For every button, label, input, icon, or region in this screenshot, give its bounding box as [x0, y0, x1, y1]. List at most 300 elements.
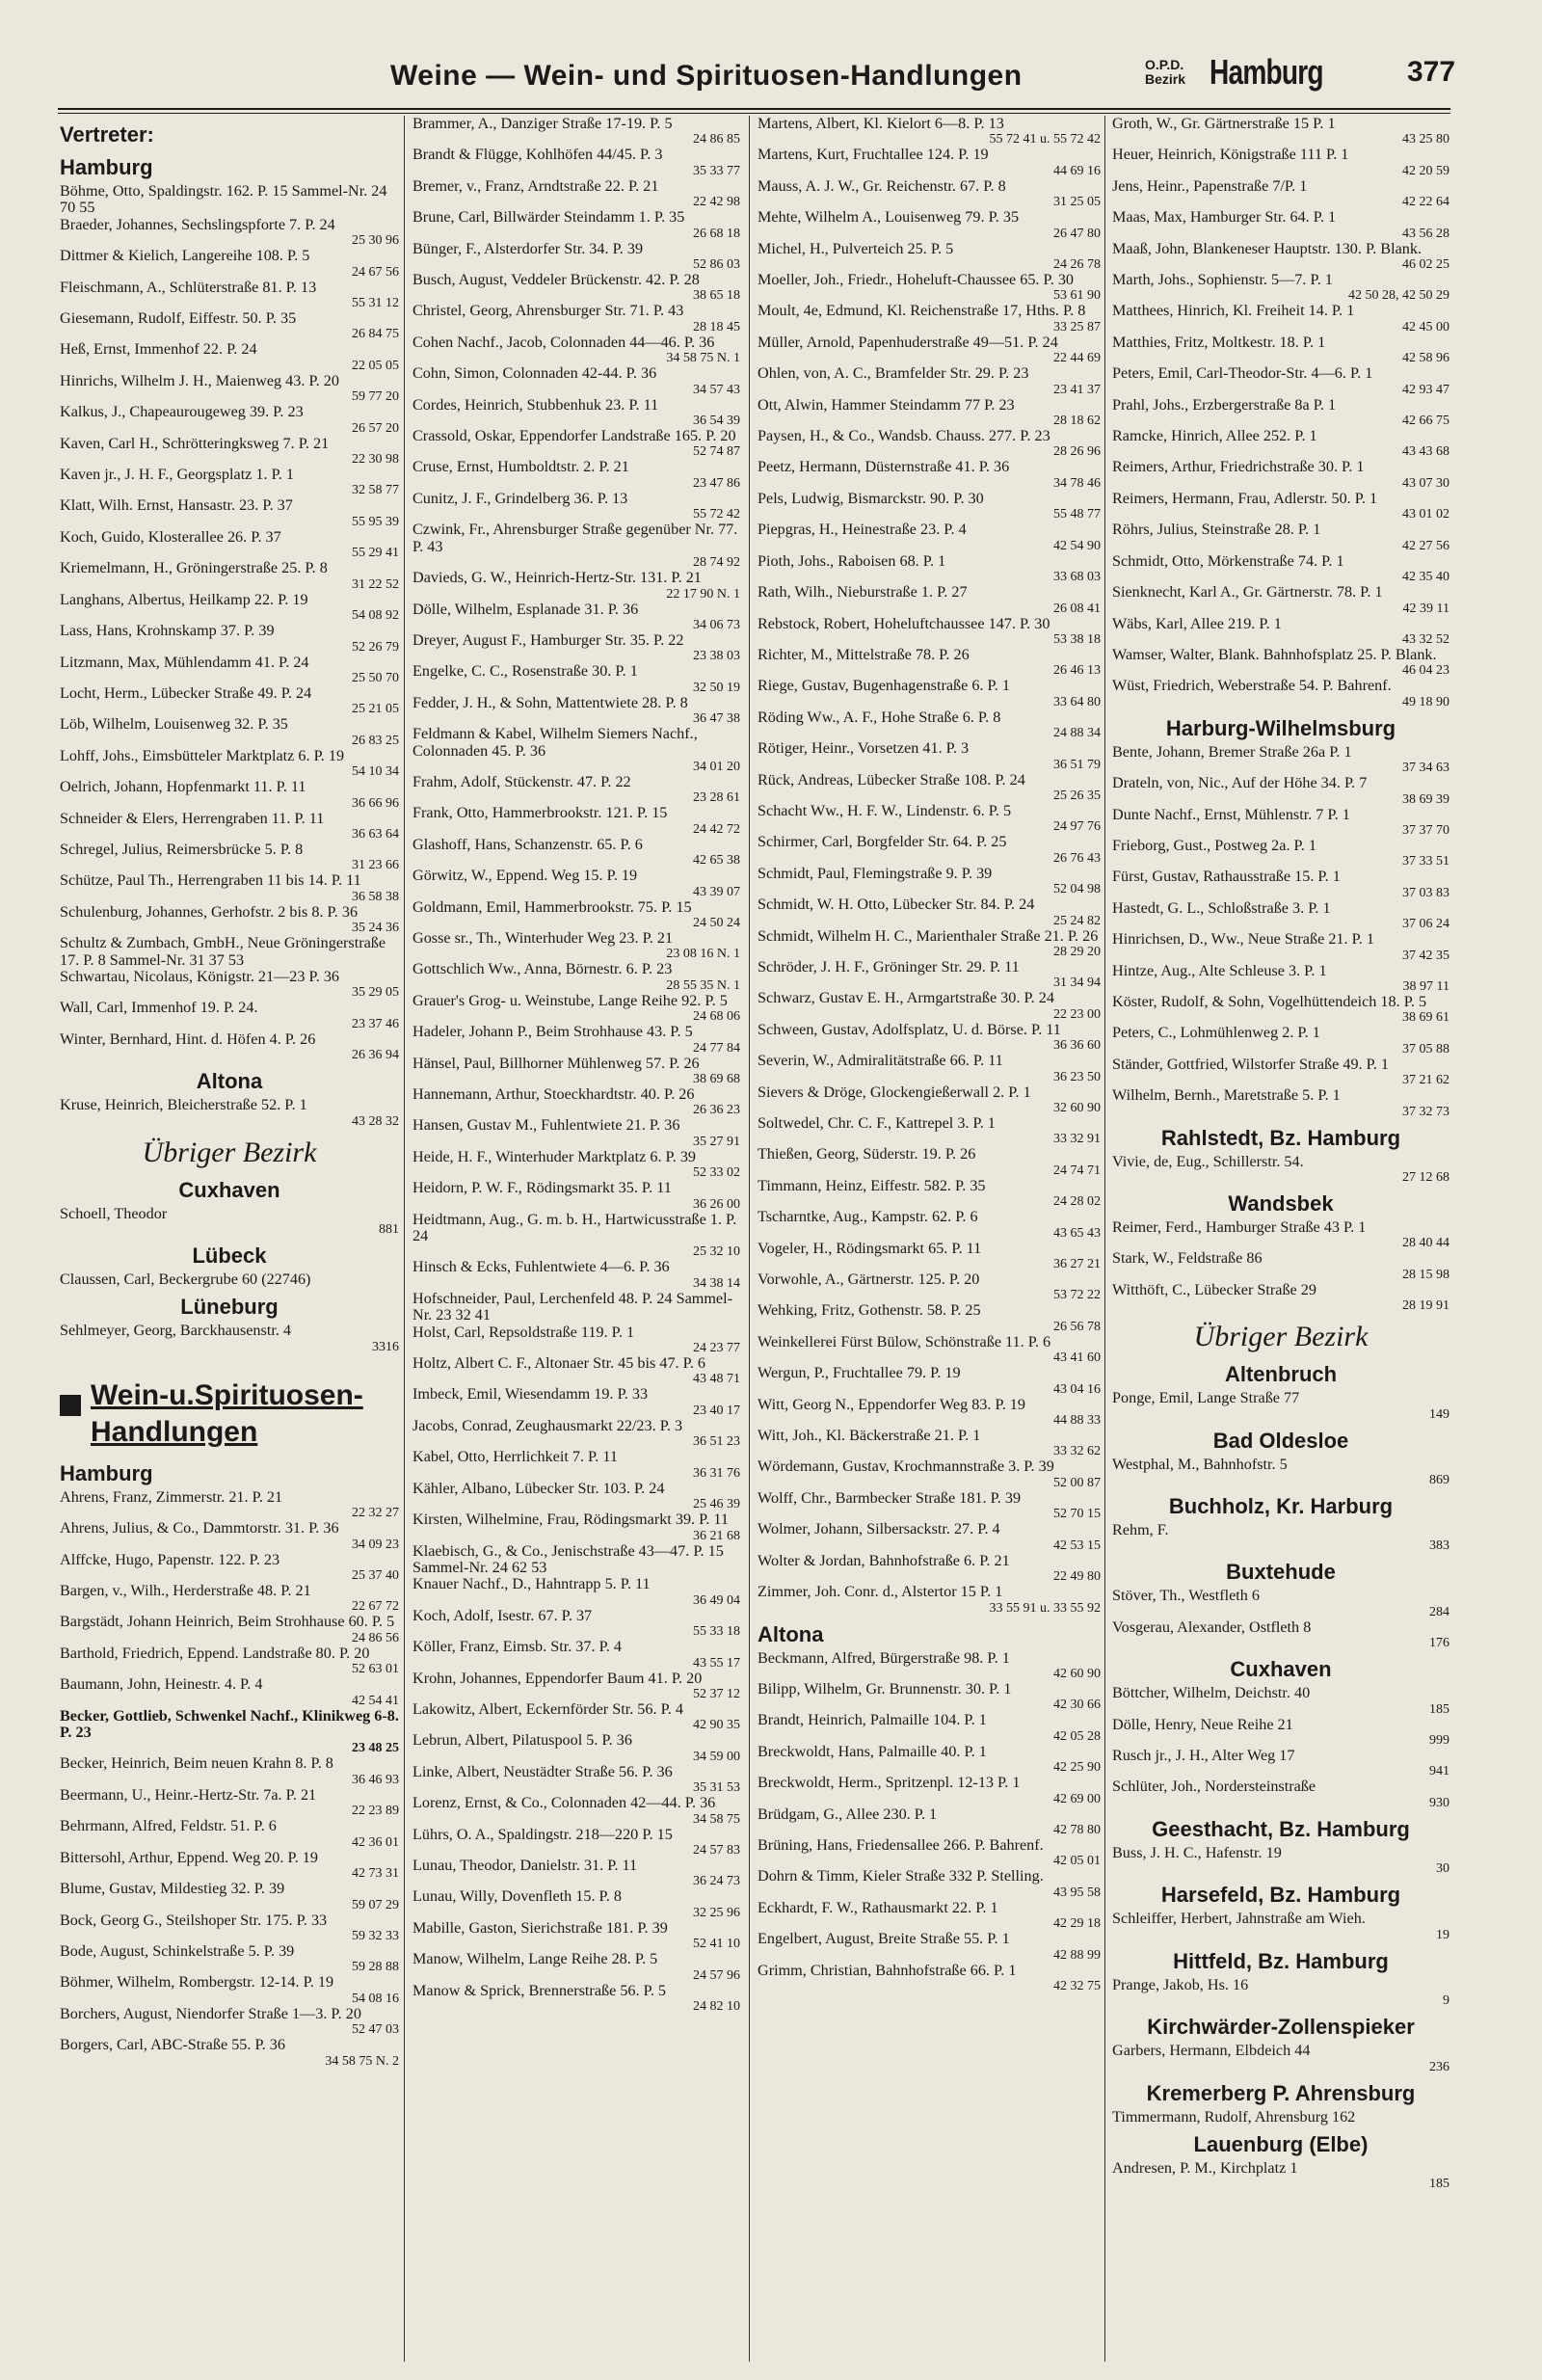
- listing-text: Lakowitz, Albert, Eckernförder Str. 56. P. 4: [412, 1699, 683, 1718]
- listing-text: Lorenz, Ernst, & Co., Colonnaden 42—44. P. 36: [412, 1794, 716, 1812]
- phone-number: 23 47 86: [693, 475, 740, 491]
- listing-entry: [412, 1449, 740, 1480]
- phone-number: 43 32 52: [1402, 631, 1449, 647]
- listing-entry: [412, 521, 740, 570]
- listing-entry: [60, 1708, 399, 1756]
- phone-number: 26 46 13: [1053, 663, 1101, 679]
- listing-entry: [1112, 1619, 1449, 1650]
- listing-text: Heuer, Heinrich, Königstraße 111 P. 1: [1112, 146, 1349, 164]
- listing-entry: [412, 303, 740, 334]
- listing-entry: [412, 397, 740, 428]
- listing-entry: [412, 241, 740, 272]
- listing-entry: [758, 1146, 1101, 1177]
- listing-entry: [60, 935, 399, 969]
- listing-entry: [412, 930, 740, 961]
- listing-text: Prahl, Johs., Erzbergerstraße 8a P. 1: [1112, 395, 1337, 414]
- phone-number: 25 30 96: [352, 233, 399, 249]
- listing-text: Becker, Gottlieb, Schwenkel Nachf., Klinikweg 6-8. P. 23: [60, 1706, 399, 1742]
- listing-entry: [412, 726, 740, 774]
- listing-entry: [1112, 931, 1449, 962]
- listing-text: Hinrichs, Wilhelm J. H., Maienweg 43. P. 20: [60, 371, 339, 389]
- column-2: [412, 116, 740, 2362]
- listing-entry: [60, 373, 399, 404]
- listing-entry: [412, 1024, 740, 1055]
- listing-entry: [758, 959, 1101, 990]
- phone-number: 55 72 42: [693, 507, 740, 522]
- listing-entry: [758, 1650, 1101, 1681]
- listing-entry: [60, 1912, 399, 1943]
- listing-text: Böhmer, Wilhelm, Rombergstr. 12-14. P. 19: [60, 1973, 334, 1992]
- listing-text: Kalkus, J., Chapeaurougeweg 39. P. 23: [60, 403, 304, 421]
- listing-text: Pioth, Johs., Raboisen 68. P. 1: [758, 551, 946, 570]
- listing-entry: [758, 1241, 1101, 1271]
- phone-number: 42 93 47: [1402, 382, 1449, 397]
- listing-text: Peters, C., Lohmühlenweg 2. P. 1: [1112, 1024, 1320, 1042]
- phone-number: 23 48 25: [352, 1741, 399, 1756]
- listing-text: Wamser, Walter, Blank. Bahnhofsplatz 25. P. Blank.: [1112, 645, 1437, 663]
- listing-entry: [1112, 241, 1449, 272]
- phone-number: 42 65 38: [693, 853, 740, 869]
- listing-entry: [412, 209, 740, 240]
- listing-text: Kriemelmann, H., Gröningerstraße 25. P. 8: [60, 559, 328, 577]
- phone-number: 33 55 91 u. 33 55 92: [989, 1600, 1101, 1616]
- listing-text: Schwarz, Gustav E. H., Armgartstraße 30. P. 24: [758, 989, 1054, 1007]
- listing-entry: [1112, 1457, 1449, 1487]
- section-heading: Altona: [196, 1069, 263, 1094]
- phone-number: 23 41 37: [1053, 382, 1101, 397]
- phone-number: 42 25 90: [1053, 1760, 1101, 1776]
- listing-entry: [1112, 1588, 1449, 1618]
- phone-number: 25 37 40: [352, 1568, 399, 1584]
- listing-text: Hastedt, G. L., Schloßstraße 3. P. 1: [1112, 898, 1331, 917]
- phone-number: 33 32 62: [1053, 1444, 1101, 1459]
- listing-entry: [1112, 1748, 1449, 1778]
- phone-number: 37 21 62: [1402, 1073, 1449, 1088]
- listing-entry: [1112, 1250, 1449, 1281]
- phone-number: 53 72 22: [1053, 1288, 1101, 1303]
- listing-entry: [60, 1787, 399, 1818]
- phone-number: 52 41 10: [693, 1937, 740, 1952]
- listing-entry: [412, 1888, 740, 1919]
- listing-text: Wäbs, Karl, Allee 219. P. 1: [1112, 614, 1282, 632]
- section-heading: Harsefeld, Bz. Hamburg: [1160, 1883, 1401, 1908]
- listing-entry: [1112, 1778, 1449, 1809]
- listing-text: Schmidt, Paul, Flemingstraße 9. P. 39: [758, 864, 993, 882]
- phone-number: 28 19 91: [1402, 1298, 1449, 1314]
- section-heading: Buxtehude: [1226, 1560, 1336, 1585]
- listing-entry: [1112, 1390, 1449, 1421]
- listing-entry: [412, 1983, 740, 2014]
- listing-entry: [758, 1365, 1101, 1396]
- listing-entry: [60, 1520, 399, 1551]
- phone-number: 43 25 80: [1402, 132, 1449, 147]
- phone-number: 43 48 71: [693, 1372, 740, 1387]
- listing-text: Schleiffer, Herbert, Jahnstraße am Wieh.: [1112, 1910, 1366, 1928]
- phone-number: 52 47 03: [352, 2022, 399, 2038]
- section-heading: Kirchwärder-Zollenspieker: [1147, 2015, 1415, 2040]
- phone-number: 31 22 52: [352, 576, 399, 592]
- listing-entry: [60, 1850, 399, 1881]
- phone-number: 24 26 78: [1053, 257, 1101, 273]
- phone-number: 24 86 85: [693, 132, 740, 147]
- phone-number: 23 08 16 N. 1: [666, 947, 740, 962]
- listing-entry: [412, 1671, 740, 1701]
- listing-entry: [758, 1428, 1101, 1458]
- listing-entry: [412, 1795, 740, 1826]
- phone-number: 24 82 10: [693, 1999, 740, 2014]
- listing-entry: [412, 570, 740, 601]
- listing-text: Rebstock, Robert, Hoheluftchaussee 147. P. 30: [758, 614, 1050, 632]
- listing-text: Maaß, John, Blankeneser Hauptstr. 130. P. Blank.: [1112, 239, 1422, 257]
- phone-number: 38 97 11: [1402, 978, 1449, 994]
- phone-number: 33 32 91: [1053, 1132, 1101, 1147]
- listing-entry: [1112, 553, 1449, 584]
- listing-entry: [60, 404, 399, 435]
- phone-number: 52 26 79: [352, 639, 399, 655]
- listing-text: Holst, Carl, Repsoldstraße 119. P. 1: [412, 1323, 635, 1341]
- listing-entry: [1112, 521, 1449, 552]
- listing-text: Knauer Nachf., D., Hahntrapp 5. P. 11: [412, 1575, 651, 1593]
- phone-number: 43 55 17: [693, 1655, 740, 1671]
- phone-number: 34 58 75 N. 2: [325, 2053, 399, 2069]
- city-title: Hamburg: [1210, 52, 1323, 92]
- listing-entry: [412, 868, 740, 898]
- section-heading: Lüneburg: [180, 1295, 279, 1320]
- listing-entry: [60, 969, 399, 1000]
- listing-entry: [758, 1397, 1101, 1428]
- listing-entry: [60, 1676, 399, 1707]
- listing-text: Reimers, Hermann, Frau, Adlerstr. 50. P. 1: [1112, 489, 1378, 507]
- listing-entry: [1112, 807, 1449, 838]
- listing-text: Bremer, v., Franz, Arndtstraße 22. P. 21: [412, 176, 659, 195]
- listing-text: Schmidt, Otto, Mörkenstraße 74. P. 1: [1112, 551, 1344, 570]
- listing-entry: [758, 1806, 1101, 1837]
- listing-text: Lass, Hans, Krohnskamp 37. P. 39: [60, 622, 275, 640]
- listing-entry: [1112, 303, 1449, 334]
- phone-number: 43 43 68: [1402, 444, 1449, 460]
- phone-number: 42 54 41: [352, 1693, 399, 1708]
- phone-number: 28 26 96: [1053, 444, 1101, 460]
- phone-number: 43 28 32: [352, 1113, 399, 1129]
- listing-entry: [60, 1271, 399, 1288]
- listing-entry: [1112, 491, 1449, 521]
- phone-number: 42 27 56: [1402, 538, 1449, 553]
- phone-number: 23 28 61: [693, 790, 740, 806]
- section-heading: Altona: [758, 1621, 824, 1646]
- phone-number: 24 57 96: [693, 1967, 740, 1983]
- listing-text: Wall, Carl, Immenhof 19. P. 24.: [60, 999, 258, 1017]
- listing-entry: [412, 1481, 740, 1511]
- listing-text: Beermann, U., Heinr.-Hertz-Str. 7a. P. 21: [60, 1785, 317, 1804]
- phone-number: 36 27 21: [1053, 1257, 1101, 1272]
- listing-entry: [758, 709, 1101, 740]
- listing-text: Moult, 4e, Edmund, Kl. Reichenstraße 17, Hths. P. 8: [758, 302, 1086, 320]
- phone-number: 28 29 20: [1053, 944, 1101, 959]
- listing-entry: [60, 685, 399, 716]
- listing-text: Borchers, August, Niendorfer Straße 1—3. P. 20: [60, 2004, 361, 2022]
- listing-text: Tscharntke, Aug., Kampstr. 62. P. 6: [758, 1208, 978, 1226]
- phone-number: 25 26 35: [1053, 788, 1101, 803]
- section-heading: Bad Oldesloe: [1212, 1428, 1349, 1453]
- listing-text: Thießen, Georg, Süderstr. 19. P. 26: [758, 1145, 976, 1163]
- listing-text: Andresen, P. M., Kirchplatz 1: [1112, 2158, 1298, 2177]
- listing-text: Bente, Johann, Bremer Straße 26a P. 1: [1112, 742, 1352, 761]
- column-separator: [404, 116, 405, 2362]
- listing-text: Engelke, C. C., Rosenstraße 30. P. 1: [412, 662, 638, 681]
- listing-text: Gosse sr., Th., Winterhuder Weg 23. P. 21: [412, 928, 674, 947]
- phone-number: 55 29 41: [352, 546, 399, 561]
- section-heading: Lauenburg (Elbe): [1193, 2131, 1369, 2156]
- listing-entry: [1112, 334, 1449, 365]
- listing-text: Hänsel, Paul, Billhorner Mühlenweg 57. P. 26: [412, 1054, 700, 1072]
- listing-text: Breckwoldt, Herm., Spritzenpl. 12-13 P. 1: [758, 1774, 1021, 1792]
- listing-text: Maas, Max, Hamburger Str. 64. P. 1: [1112, 208, 1337, 227]
- listing-entry: [758, 1931, 1101, 1962]
- phone-number: 42 73 31: [352, 1866, 399, 1882]
- listing-entry: [412, 147, 740, 177]
- phone-number: 149: [1429, 1406, 1449, 1422]
- listing-text: Bargstädt, Johann Heinrich, Beim Strohhause 60. P. 5: [60, 1613, 395, 1631]
- listing-entry: [60, 655, 399, 685]
- listing-entry: [60, 217, 399, 248]
- phone-number: 35 27 91: [693, 1134, 740, 1149]
- listing-entry: [1112, 2109, 1449, 2126]
- column-separator: [749, 116, 750, 2362]
- listing-entry: [1112, 1717, 1449, 1748]
- listing-entry: [758, 365, 1101, 396]
- section-heading: Rahlstedt, Bz. Hamburg: [1160, 1125, 1401, 1150]
- phone-number: 19: [1436, 1927, 1449, 1942]
- listing-entry: [758, 209, 1101, 240]
- listing-text: Brüdgam, G., Allee 230. P. 1: [758, 1805, 938, 1823]
- phone-number: 43 01 02: [1402, 507, 1449, 522]
- listing-text: Sievers & Dröge, Glockengießerwall 2. P. 1: [758, 1083, 1031, 1101]
- listing-text: Hinrichsen, D., Ww., Neue Straße 21. P. 1: [1112, 930, 1374, 949]
- phone-number: 59 77 20: [352, 389, 399, 405]
- listing-text: Dohrn & Timm, Kieler Straße 332 P. Stelling.: [758, 1867, 1044, 1885]
- listing-text: Klaebisch, G., & Co., Jenischstraße 43—47. P. 15 Sammel-Nr. 24 62 53: [412, 1541, 724, 1576]
- phone-number: 24 28 02: [1053, 1194, 1101, 1210]
- listing-entry: [412, 695, 740, 726]
- phone-number: 36 36 60: [1053, 1038, 1101, 1054]
- listing-text: Winter, Bernhard, Hint. d. Höfen 4. P. 26: [60, 1030, 316, 1048]
- listing-text: Ahrens, Franz, Zimmerstr. 21. P. 21: [60, 1487, 283, 1506]
- listing-text: Christel, Georg, Ahrensburger Str. 71. P. 43: [412, 302, 684, 320]
- listing-text: Löb, Wilhelm, Louisenweg 32. P. 35: [60, 715, 288, 734]
- listing-text: Reimer, Ferd., Hamburger Straße 43 P. 1: [1112, 1218, 1367, 1236]
- phone-number: 53 38 18: [1053, 631, 1101, 647]
- phone-number: 36 63 64: [352, 826, 399, 842]
- listing-text: Schirmer, Carl, Borgfelder Str. 64. P. 25: [758, 833, 1007, 851]
- listing-text: Rück, Andreas, Lübecker Straße 108. P. 24: [758, 770, 1025, 789]
- listing-text: Witt, Joh., Kl. Bäckerstraße 21. P. 1: [758, 1427, 981, 1445]
- listing-text: Grauer's Grog- u. Weinstube, Lange Reihe 92. P. 5: [412, 991, 728, 1009]
- header-rule-thin: [58, 113, 1450, 114]
- phone-number: 22 17 90 N. 1: [666, 586, 740, 602]
- listing-entry: [412, 1576, 740, 1607]
- phone-number: 881: [379, 1222, 399, 1237]
- listing-entry: [758, 1458, 1101, 1489]
- page-header: [58, 50, 1456, 104]
- phone-number: 49 18 90: [1402, 694, 1449, 709]
- listing-text: Rusch jr., J. H., Alter Weg 17: [1112, 1747, 1295, 1765]
- listing-text: Locht, Herm., Lübecker Straße 49. P. 24: [60, 683, 312, 702]
- listing-entry: [758, 740, 1101, 771]
- listing-text: Borgers, Carl, ABC-Straße 55. P. 36: [60, 2036, 285, 2054]
- listing-text: Prange, Jakob, Hs. 16: [1112, 1975, 1249, 1993]
- phone-number: 26 57 20: [352, 420, 399, 436]
- listing-entry: [412, 1355, 740, 1386]
- phone-number: 42 29 18: [1053, 1916, 1101, 1932]
- listing-entry: [1112, 147, 1449, 177]
- listing-text: Heidorn, P. W. F., Rödingsmarkt 35. P. 11: [412, 1179, 672, 1197]
- listing-text: Sienknecht, Karl A., Gr. Gärtnerstr. 78. P. 1: [1112, 583, 1383, 602]
- phone-number: 30: [1436, 1861, 1449, 1877]
- listing-text: Blume, Gustav, Mildestieg 32. P. 39: [60, 1880, 285, 1898]
- listing-text: Bilipp, Wilhelm, Gr. Brunnenstr. 30. P. 1: [758, 1679, 1012, 1698]
- listing-entry: [758, 491, 1101, 521]
- listing-entry: [60, 1583, 399, 1614]
- column-separator: [1104, 116, 1105, 2362]
- phone-number: 52 70 15: [1053, 1507, 1101, 1522]
- opd-label: [1145, 58, 1212, 87]
- phone-number: 22 05 05: [352, 358, 399, 373]
- listing-entry: [60, 748, 399, 779]
- phone-number: 36 31 76: [693, 1465, 740, 1481]
- phone-number: 44 88 33: [1053, 1413, 1101, 1429]
- listing-entry: [1112, 647, 1449, 678]
- section-heading: Wandsbek: [1228, 1191, 1334, 1216]
- phone-number: 31 34 94: [1053, 976, 1101, 991]
- listing-text: Czwink, Fr., Ahrensburger Straße gegenüber Nr. 77. P. 43: [412, 521, 738, 555]
- listing-entry: [60, 1206, 399, 1237]
- listing-text: Brammer, A., Danziger Straße 17-19. P. 5: [412, 116, 673, 132]
- listing-entry: [1112, 1154, 1449, 1185]
- phone-number: 185: [1429, 1701, 1449, 1717]
- phone-number: 55 33 18: [693, 1624, 740, 1640]
- listing-text: Lunau, Theodor, Danielstr. 31. P. 11: [412, 1856, 638, 1874]
- phone-number: 34 59 00: [693, 1749, 740, 1764]
- listing-entry: [1112, 900, 1449, 931]
- phone-number: 26 68 18: [693, 226, 740, 241]
- page-number: 377: [1407, 56, 1456, 88]
- section-heading: Hittfeld, Bz. Hamburg: [1173, 1948, 1389, 1973]
- phone-number: 53 61 90: [1053, 288, 1101, 304]
- listing-text: Timmann, Heinz, Eiffestr. 582. P. 35: [758, 1176, 986, 1194]
- listing-text: Groth, W., Gr. Gärtnerstraße 15 P. 1: [1112, 116, 1336, 132]
- listing-text: Kirsten, Wilhelmine, Frau, Rödingsmarkt 39. P. 11: [412, 1511, 730, 1529]
- listing-entry: [60, 811, 399, 842]
- listing-entry: [412, 1386, 740, 1417]
- listing-entry: [1112, 584, 1449, 615]
- section-heading: Buchholz, Kr. Harburg: [1168, 1494, 1394, 1519]
- listing-entry: [412, 602, 740, 632]
- listing-text: Koch, Guido, Klosterallee 26. P. 37: [60, 527, 281, 546]
- listing-entry: [60, 310, 399, 341]
- phone-number: 236: [1429, 2059, 1449, 2074]
- listing-text: Schlüter, Joh., Nordersteinstraße: [1112, 1778, 1316, 1796]
- listing-text: Kabel, Otto, Herrlichkeit 7. P. 11: [412, 1448, 618, 1466]
- phone-number: 28 15 98: [1402, 1267, 1449, 1282]
- listing-text: Eckhardt, F. W., Rathausmarkt 22. P. 1: [758, 1898, 998, 1916]
- listing-text: Beckmann, Alfred, Bürgerstraße 98. P. 1: [758, 1648, 1010, 1667]
- phone-number: 185: [1429, 2177, 1449, 2192]
- phone-number: 34 01 20: [693, 759, 740, 774]
- listing-entry: [412, 1858, 740, 1888]
- listing-entry: [60, 497, 399, 528]
- phone-number: 36 58 38: [352, 889, 399, 904]
- listing-entry: [1112, 1685, 1449, 1716]
- phone-number: 24 86 56: [352, 1630, 399, 1645]
- listing-text: Rehm, F.: [1112, 1521, 1169, 1539]
- listing-text: Dreyer, August F., Hamburger Str. 35. P. 22: [412, 630, 684, 649]
- listing-text: Müller, Arnold, Papenhuderstraße 49—51. P. 24: [758, 333, 1058, 351]
- listing-entry: [1112, 994, 1449, 1025]
- listing-text: Matthies, Fritz, Moltkestr. 18. P. 1: [1112, 333, 1326, 351]
- phone-number: 26 56 78: [1053, 1319, 1101, 1334]
- listing-text: Ständer, Gottfried, Wilstorfer Straße 49. P. 1: [1112, 1055, 1390, 1073]
- phone-number: 32 50 19: [693, 680, 740, 695]
- listing-text: Manow, Wilhelm, Lange Reihe 28. P. 5: [412, 1950, 658, 1968]
- listing-text: Busch, August, Veddeler Brückenstr. 42. P. 28: [412, 271, 700, 289]
- listing-text: Breckwoldt, Hans, Palmaille 40. P. 1: [758, 1742, 987, 1760]
- listing-text: Glashoff, Hans, Schanzenstr. 65. P. 6: [412, 835, 643, 853]
- listing-text: Michel, H., Pulverteich 25. P. 5: [758, 239, 954, 257]
- header-rule: [58, 108, 1450, 110]
- phone-number: 22 49 80: [1053, 1569, 1101, 1585]
- listing-text: Witt, Georg N., Eppendorfer Weg 83. P. 19: [758, 1395, 1025, 1413]
- phone-number: 33 64 80: [1053, 694, 1101, 709]
- listing-entry: [1112, 616, 1449, 647]
- listing-entry: [1112, 1219, 1449, 1250]
- listing-entry: [412, 774, 740, 805]
- phone-number: 34 09 23: [352, 1537, 399, 1552]
- listing-text: Goldmann, Emil, Hammerbrookstr. 75. P. 15: [412, 897, 692, 916]
- listing-text: Garbers, Hermann, Elbdeich 44: [1112, 2042, 1311, 2060]
- phone-number: 36 51 79: [1053, 757, 1101, 772]
- listing-text: Matthees, Hinrich, Kl. Freiheit 14. P. 1: [1112, 302, 1355, 320]
- listing-entry: [758, 1963, 1101, 1993]
- phone-number: 36 47 38: [693, 711, 740, 727]
- listing-text: Zimmer, Joh. Conr. d., Alstertor 15 P. 1: [758, 1583, 1003, 1601]
- phone-number: 35 31 53: [693, 1780, 740, 1796]
- listing-text: Wördemann, Gustav, Krochmannstraße 3. P. 39: [758, 1457, 1054, 1476]
- phone-number: 42 58 96: [1402, 351, 1449, 366]
- listing-entry: [60, 1489, 399, 1520]
- phone-number: 26 36 94: [352, 1048, 399, 1063]
- listing-text: Kruse, Heinrich, Bleicherstraße 52. P. 1: [60, 1096, 307, 1114]
- listing-entry: [412, 632, 740, 663]
- listing-entry: [758, 834, 1101, 865]
- listing-entry: [758, 1521, 1101, 1552]
- phone-number: 36 23 50: [1053, 1069, 1101, 1084]
- phone-number: 36 46 93: [352, 1772, 399, 1787]
- listing-entry: [758, 553, 1101, 584]
- phone-number: 33 68 03: [1053, 570, 1101, 585]
- listing-text: Engelbert, August, Breite Straße 55. P. 1: [758, 1930, 1010, 1948]
- listing-entry: [60, 1943, 399, 1974]
- phone-number: 24 68 06: [693, 1009, 740, 1025]
- listing-entry: [412, 1212, 740, 1260]
- listing-text: Schregel, Julius, Reimersbrücke 5. P. 8: [60, 840, 304, 858]
- phone-number: 54 08 92: [352, 608, 399, 624]
- listing-entry: [60, 248, 399, 279]
- phone-number: 52 04 98: [1053, 882, 1101, 897]
- listing-entry: [412, 1608, 740, 1639]
- listing-entry: [758, 428, 1101, 459]
- listing-entry: [412, 1827, 740, 1858]
- listing-entry: [60, 560, 399, 591]
